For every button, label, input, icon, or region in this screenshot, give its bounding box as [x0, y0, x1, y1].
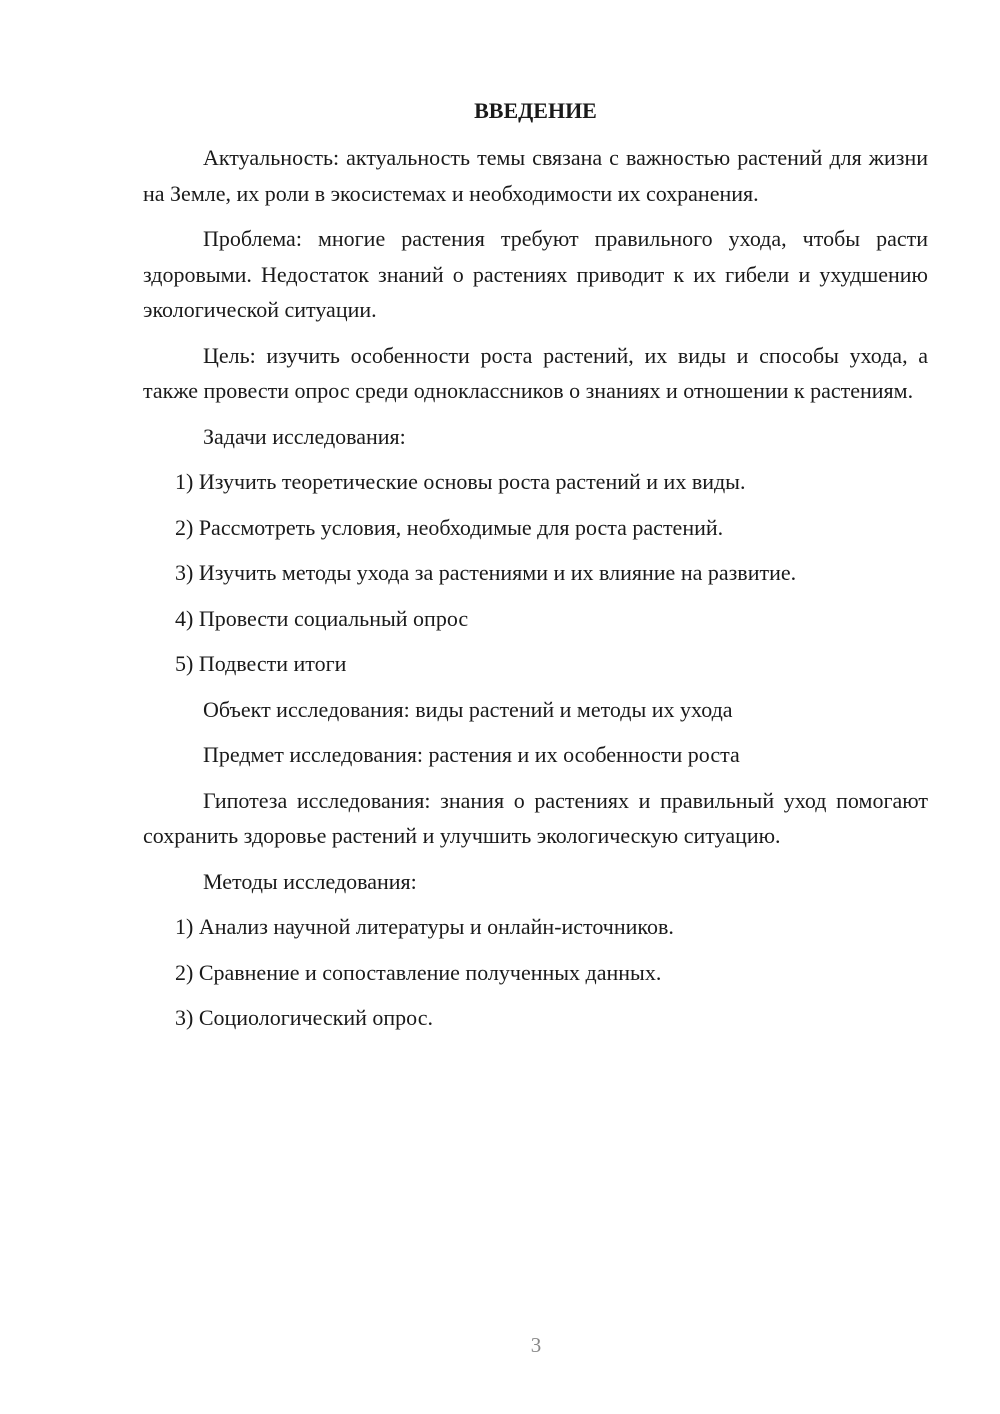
relevance-paragraph: Актуальность: актуальность темы связана с важностью растений для жизни на Земле, их роли в экосистемах и необходимости их сохранения. [143, 145, 928, 206]
methods-list [143, 909, 928, 1036]
page-number: 3 [530, 1333, 542, 1357]
tasks-heading: Задачи исследования: [203, 423, 406, 449]
list-item: 5) Подвести итоги [175, 651, 347, 676]
list-item: 2) Сравнение и сопоставление полученных данных. [175, 959, 662, 985]
tasks-list [143, 464, 928, 682]
list-item: 4) Провести социальный опрос [175, 605, 469, 631]
list-item: 1) Анализ научной литературы и онлайн-источников. [175, 914, 674, 939]
problem-paragraph: Проблема: многие растения требуют правильного ухода, чтобы расти здоровыми. Недостаток знаний о растениях приводит к их гибели и ухудшению экологической ситуации. [143, 226, 928, 322]
list-item: 3) Социологический опрос. [175, 1005, 433, 1030]
methods-heading: Методы исследования: [203, 868, 417, 894]
page-content [143, 96, 928, 1046]
list-item: 2) Рассмотреть условия, необходимые для роста растений. [175, 514, 724, 540]
object-line: Объект исследования: виды растений и методы их ухода [203, 696, 733, 722]
section-title: ВВЕДЕНИЕ [474, 98, 597, 123]
list-item: 1) Изучить теоретические основы роста растений и их виды. [175, 469, 746, 494]
list-item: 3) Изучить методы ухода за растениями и их влияние на развитие. [175, 560, 797, 585]
hypothesis-paragraph: Гипотеза исследования: знания о растениях и правильный уход помогают сохранить здоровье растений и улучшить экологическую ситуацию. [143, 787, 928, 848]
goal-paragraph: Цель: изучить особенности роста растений, их виды и способы ухода, а также провести опрос среди одноклассников о знаниях и отношении к растениям. [143, 342, 928, 403]
subject-line: Предмет исследования: растения и их особенности роста [203, 742, 740, 767]
